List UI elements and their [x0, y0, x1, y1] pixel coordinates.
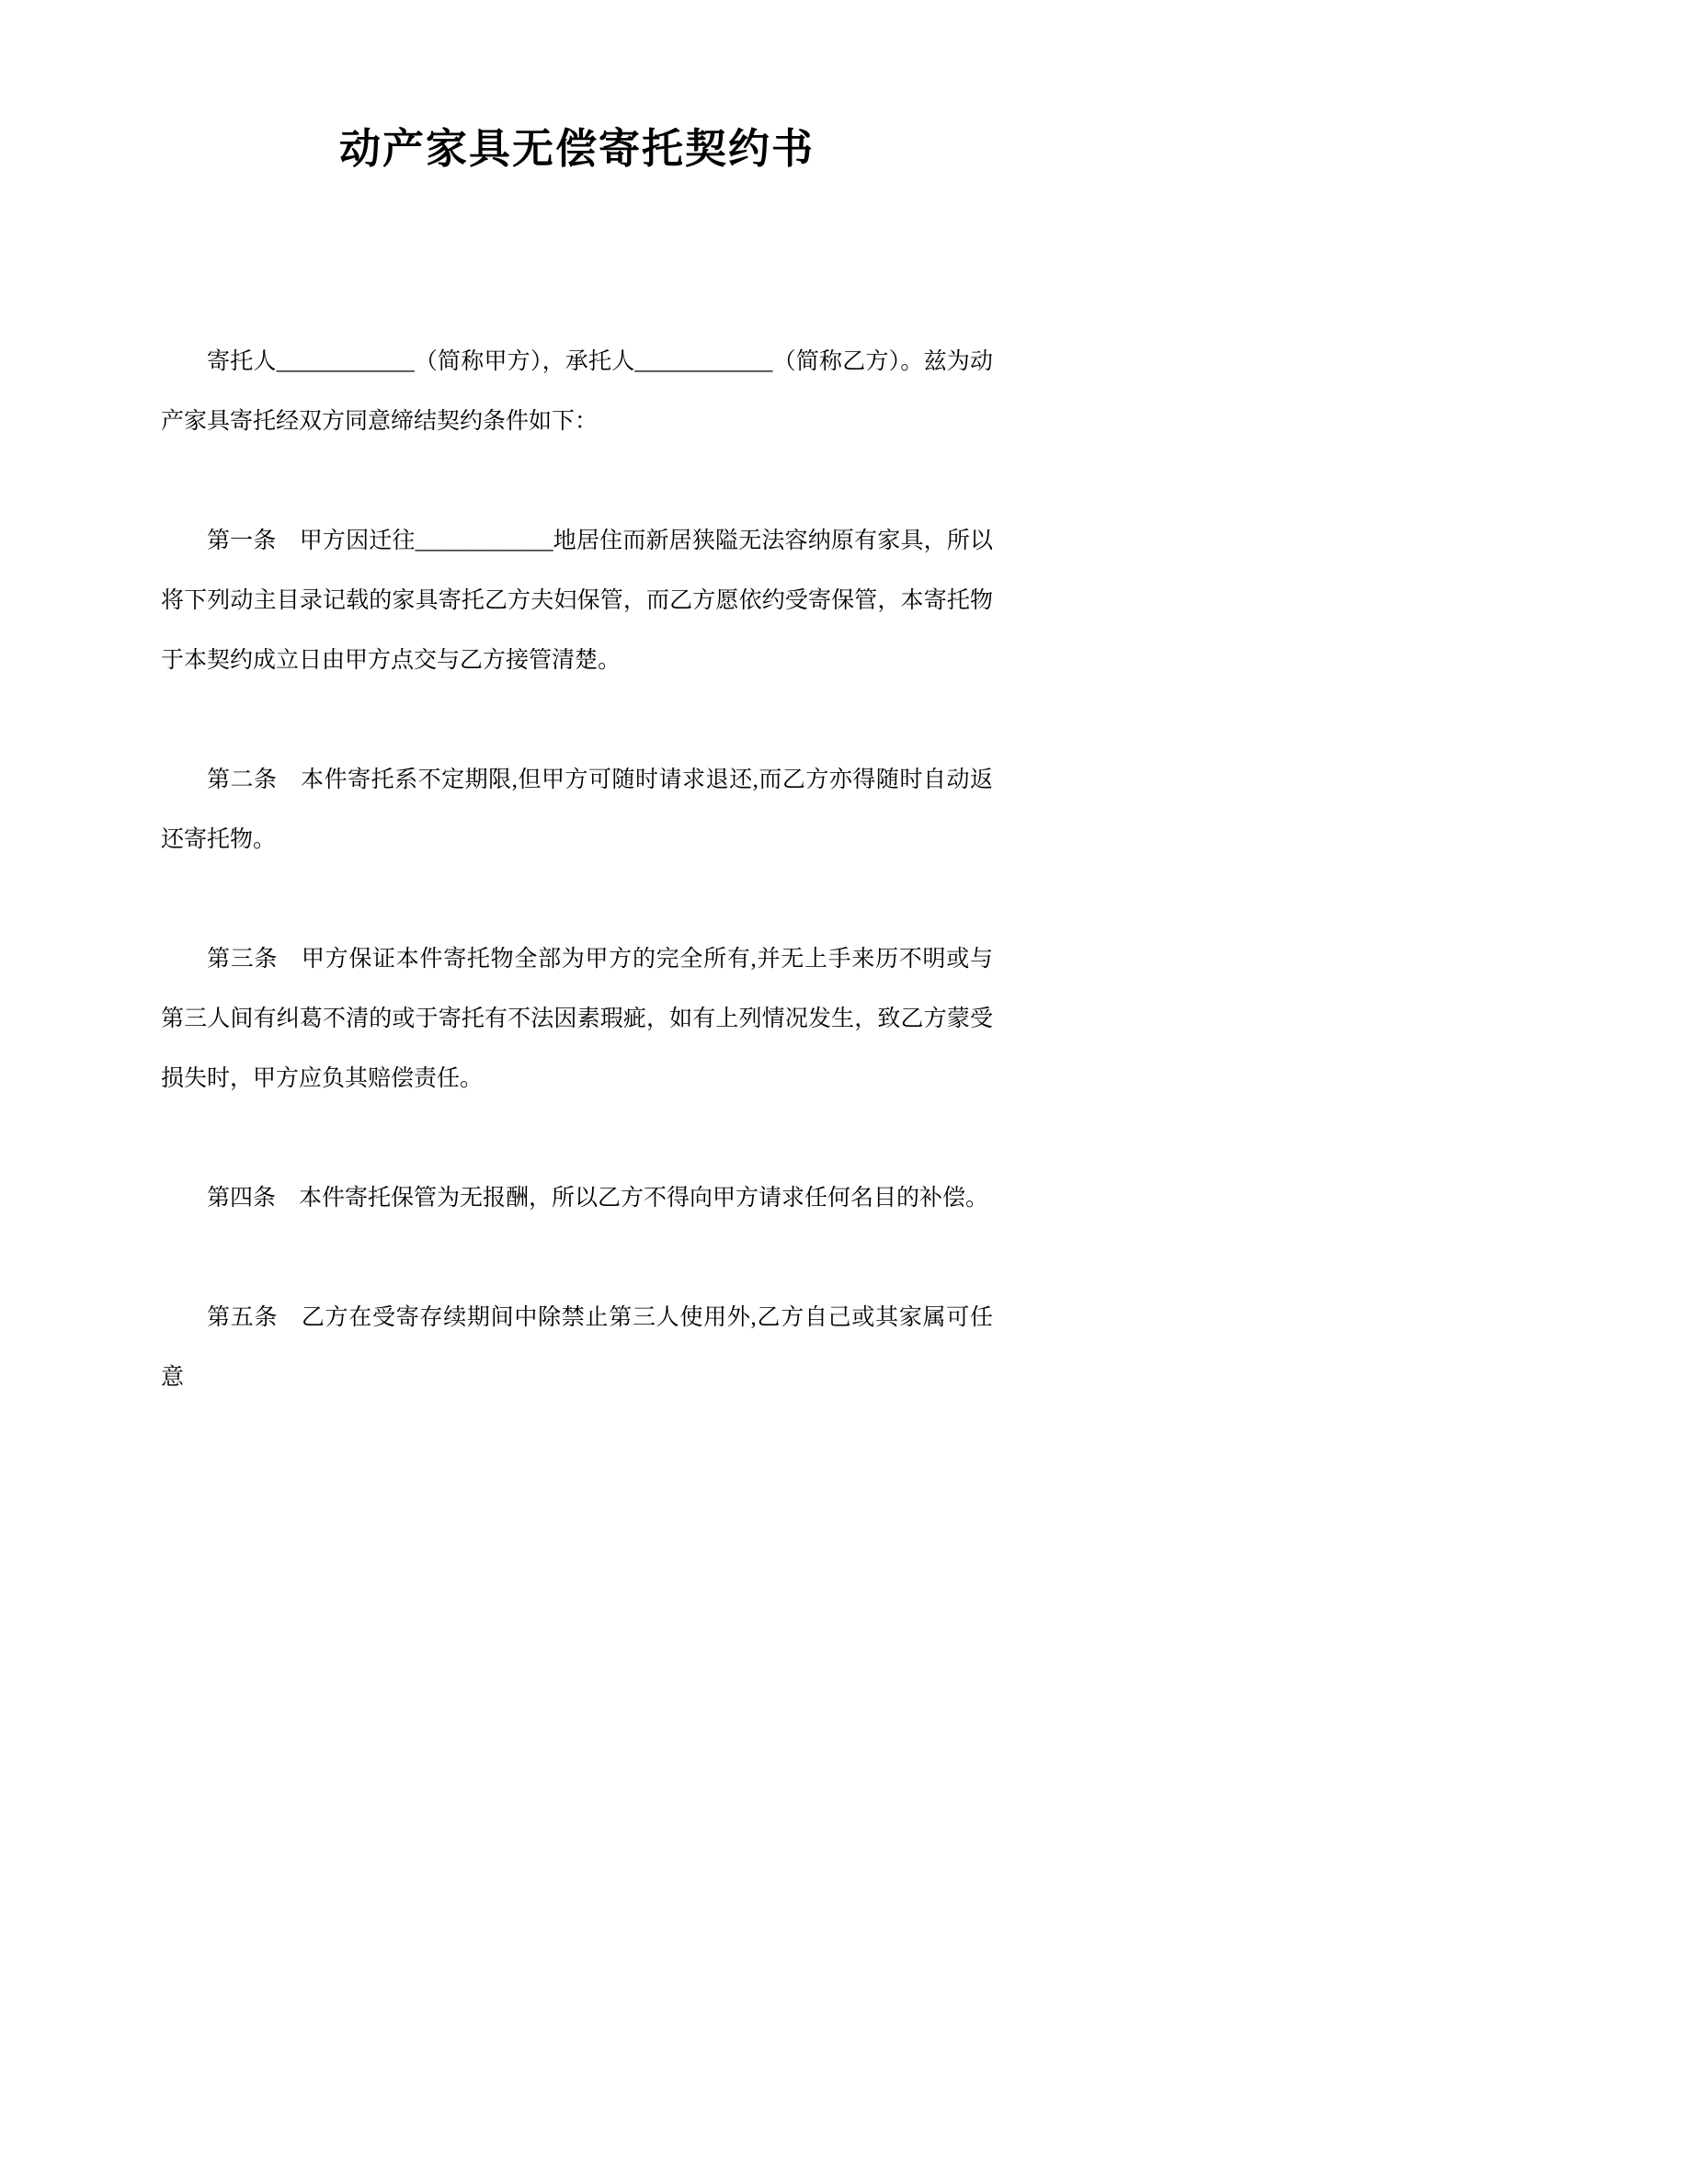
clause-1-paragraph: 第一条 甲方因迁往____________地居住而新居狭隘无法容纳原有家具，所以将下列动主目录记载的家具寄托乙方夫妇保管，而乙方愿依约受寄保管，本寄托物于本契约成立日由甲方点交与乙方接管清楚。	[161, 528, 993, 673]
document-body	[161, 332, 993, 1407]
clause-4-paragraph: 第四条 本件寄托保管为无报酬，所以乙方不得向甲方请求任何名目的补偿。	[207, 1185, 989, 1211]
intro-paragraph: 寄托人____________（简称甲方），承托人____________（简称乙方）。兹为动产家具寄托经双方同意缔结契约条件如下：	[161, 348, 993, 434]
clause-3-paragraph: 第三条 甲方保证本件寄托物全部为甲方的完全所有,并无上手来历不明或与第三人间有纠葛不清的或于寄托有不法因素瑕疵，如有上列情况发生，致乙方蒙受损失时，甲方应负其赔偿责任。	[161, 946, 993, 1091]
document-title: 动产家具无偿寄托契约书	[338, 125, 815, 172]
clause-5-paragraph: 第五条 乙方在受寄存续期间中除禁止第三人使用外,乙方自己或其家属可任意	[161, 1304, 993, 1390]
clause-2-paragraph: 第二条 本件寄托系不定期限,但甲方可随时请求退还,而乙方亦得随时自动返还寄托物。	[161, 767, 993, 852]
